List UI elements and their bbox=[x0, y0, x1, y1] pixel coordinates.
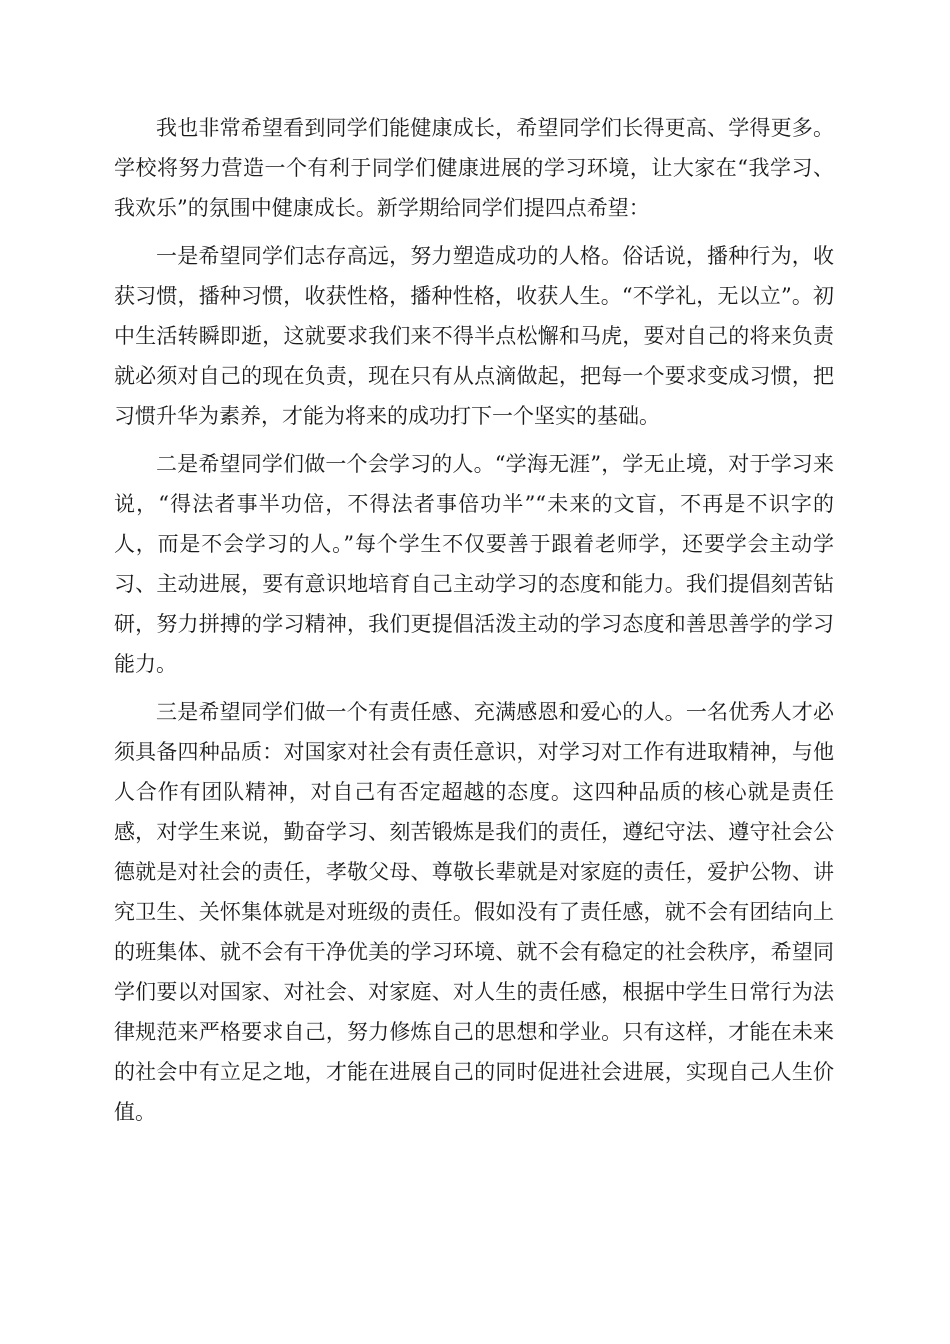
paragraph-hope-two: 二是希望同学们做一个会学习的人。“学海无涯”，学无止境，对于学习来说，“得法者事半功倍，不得法者事倍功半”“未来的文盲，不再是不识字的人，而是不会学习的人。”每个学生不仅要善于跟着老师学，还要学会主动学习、主动进展，要有意识地培育自己主动学习的态度和能力。我们提倡刻苦钻研，努力拼搏的学习精神，我们更提倡活泼主动的学习态度和善思善学的学习能力。 bbox=[114, 452, 834, 676]
paragraph-hope-three: 三是希望同学们做一个有责任感、充满感恩和爱心的人。一名优秀人才必须具备四种品质：对国家对社会有责任意识，对学习对工作有进取精神，与他人合作有团队精神，对自己有否定超越的态度。这四种品质的核心就是责任感，对学生来说，勤奋学习、刻苦锻炼是我们的责任，遵纪守法、遵守社会公德就是对社会的责任，孝敬父母、尊敬长辈就是对家庭的责任，爱护公物、讲究卫生、关怀集体就是对班级的责任。假如没有了责任感，就不会有团结向上的班集体、就不会有干净优美的学习环境、就不会有稳定的社会秩序，希望同学们要以对国家、对社会、对家庭、对人生的责任感，根据中学生日常行为法律规范来严格要求自己，努力修炼自己的思想和学业。只有这样，才能在未来的社会中有立足之地，才能在进展自己的同时促进社会进展，实现自己人生价值。 bbox=[114, 700, 834, 1124]
paragraph-intro: 我也非常希望看到同学们能健康成长，希望同学们长得更高、学得更多。学校将努力营造一个有利于同学们健康进展的学习环境，让大家在“我学习、我欢乐”的氛围中健康成长。新学期给同学们提四点希望： bbox=[114, 116, 834, 220]
document-page bbox=[114, 108, 834, 1132]
paragraph-hope-one: 一是希望同学们志存高远，努力塑造成功的人格。俗话说，播种行为，收获习惯，播种习惯，收获性格，播种性格，收获人生。“不学礼，无以立”。初中生活转瞬即逝，这就要求我们来不得半点松懈和马虎，要对自己的将来负责就必须对自己的现在负责，现在只有从点滴做起，把每一个要求变成习惯，把习惯升华为素养，才能为将来的成功打下一个坚实的基础。 bbox=[114, 244, 834, 428]
